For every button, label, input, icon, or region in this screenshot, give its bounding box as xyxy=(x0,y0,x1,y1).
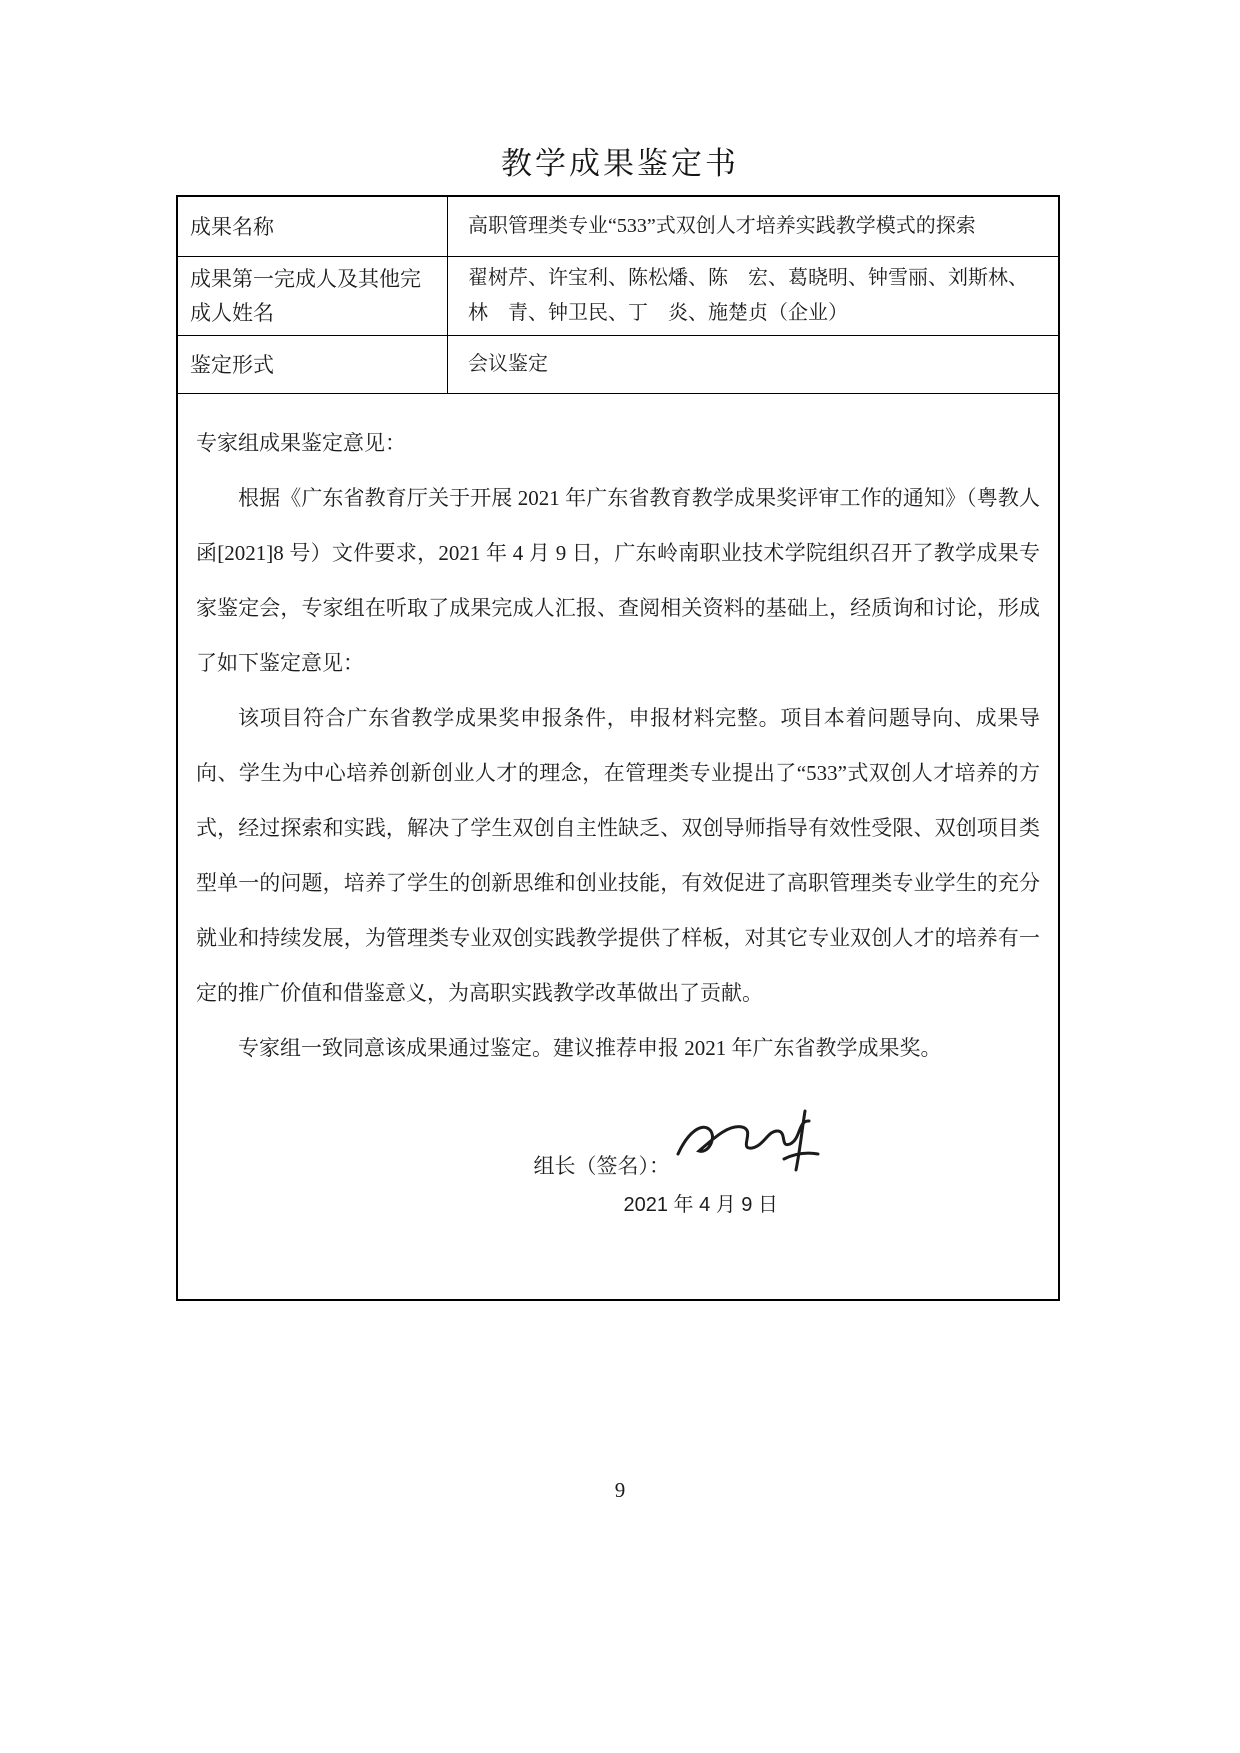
signature-row xyxy=(196,1104,1040,1182)
row-label-achievement-name: 成果名称 xyxy=(178,197,448,256)
appraisal-date: 2021 年 4 月 9 日 xyxy=(623,1194,778,1216)
date-row xyxy=(196,1188,1040,1217)
opinion-paragraph: 专家组一致同意该成果通过鉴定。建议推荐申报 2021 年广东省教学成果奖。 xyxy=(238,1036,942,1060)
row-label-completers: 成果第一完成人及其他完成人姓名 xyxy=(178,257,448,335)
page-title: 教学成果鉴定书 xyxy=(501,146,739,181)
opinion-paragraph: 该项目符合广东省教学成果奖申报条件，申报材料完整。项目本着问题导向、成果导向、学生为中心培养创新创业人才的理念，在管理类专业提出了“533”式双创人才培养的方式，经过探索和实践，解决了学生双创自主性缺乏、双创导师指导有效性受限、双创项目类型单一的问题，培养了学生的创新思维和创业技能，有效促进了高职管理类专业学生的充分就业和持续发展，为管理类专业双创实践教学提供了样板，对其它专业双创人才的培养有一定的推广价值和借鉴意义，为高职实践教学改革做出了贡献。 xyxy=(196,706,1040,1005)
table-row-achievement-name xyxy=(178,197,1058,257)
opinion-heading: 专家组成果鉴定意见： xyxy=(196,431,406,455)
row-value-completers: 翟树芹、许宝利、陈松燔、陈 宏、葛晓明、钟雪丽、刘斯林、林 青、钟卫民、丁 炎、施楚贞（企业） xyxy=(468,267,1028,324)
page-number: 9 xyxy=(614,1478,626,1502)
table-row-completers xyxy=(178,257,1058,336)
row-value-achievement-name: 高职管理类专业“533”式双创人才培养实践教学模式的探索 xyxy=(468,215,976,237)
achievement-table xyxy=(176,195,1060,1301)
row-label-appraisal-form: 鉴定形式 xyxy=(178,336,448,393)
table-row-appraisal-form xyxy=(178,336,1058,394)
opinion-paragraph: 根据《广东省教育厅关于开展 2021 年广东省教育教学成果奖评审工作的通知》（粤教人函[2021]8 号）文件要求，2021 年 4 月 9 日，广东岭南职业技术学院组织召开了教学成果专家鉴定会，专家组在听取了成果完成人汇报、查阅相关资料的基础上，经质询和讨论，形成了如下鉴定意见： xyxy=(196,486,1040,675)
opinion-section xyxy=(178,394,1058,1299)
row-value-appraisal-form: 会议鉴定 xyxy=(468,353,548,375)
signature-image xyxy=(672,1104,830,1176)
signature-label: 组长（签名）： xyxy=(533,1154,670,1178)
